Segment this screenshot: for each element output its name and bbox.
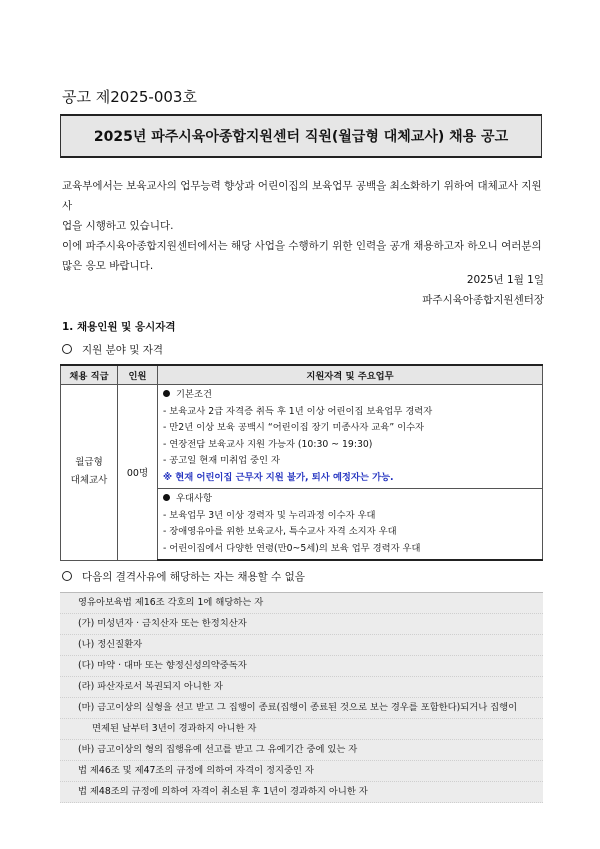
section2-heading: 다음의 결격사유에 해당하는 자는 채용할 수 없음 — [62, 569, 305, 584]
table-header-row — [61, 365, 543, 385]
eligibility-note: ※ 현재 어린이집 근무자 지원 불가, 퇴사 예정자는 가능. — [163, 471, 394, 483]
list-item: (마) 금고이상의 실형을 선고 받고 그 집행이 종료(집행이 종료된 것으로 보는 경우를 포함한다)되거나 집행이 — [60, 698, 543, 719]
intro-paragraph — [62, 176, 544, 276]
section1-heading: 1. 채용인원 및 응시자격 — [62, 321, 176, 333]
section1-subheading: 지원 분야 및 자격 — [62, 342, 163, 357]
bullet-icon — [163, 390, 170, 397]
list-item: - 연장전담 보육교사 지원 가능자 (10:30 ~ 19:30) — [163, 438, 373, 450]
notice-title-box — [60, 114, 542, 158]
basic-conditions-cell: 기본조건 - 보육교사 2급 자격증 취득 후 1년 이상 어린이집 보육업무 경력자 - 만2년 이상 보육 공백시 “어린이집 장기 미종사자 교육” 이수자 - 연장전담 보육교사 지원 가능자 (10:30 ~ 19:30) - 공고일 현재 미취업 중인 자 ※ 현재 어린이집 근무자 지원 불가, 퇴사 예정자는 가능. — [158, 385, 543, 489]
list-item: 법 제46조 및 제47조의 규정에 의하여 자격이 정지중인 자 — [60, 761, 543, 782]
list-item: - 어린이집에서 다양한 연령(만0~5세)의 보육 업무 경력자 우대 — [163, 542, 421, 554]
list-item: (바) 금고이상의 형의 집행유예 선고를 받고 그 유예기간 중에 있는 자 — [60, 740, 543, 761]
list-item: - 만2년 이상 보육 공백시 “어린이집 장기 미종사자 교육” 이수자 — [163, 422, 425, 433]
bullet-icon — [163, 494, 170, 501]
list-item: 면제된 날부터 3년이 경과하지 아니한 자 — [60, 719, 543, 740]
intro-line: 업을 시행하고 있습니다. — [62, 220, 174, 232]
notice-title: 2025년 파주시육아종합지원센터 직원(월급형 대체교사) 채용 공고 — [93, 129, 509, 145]
hollow-circle-icon — [62, 344, 72, 354]
issuer-name: 파주시육아종합지원센터장 — [422, 294, 544, 306]
list-item: (라) 파산자로서 복권되지 아니한 자 — [60, 677, 543, 698]
list-item: (나) 정신질환자 — [60, 635, 543, 656]
document-number: 공고 제2025-003호 — [62, 88, 197, 106]
list-item: - 보육업무 3년 이상 경력자 및 누리과정 이수자 우대 — [163, 509, 376, 521]
header-count: 인원 — [118, 365, 158, 385]
header-qualifications: 지원자격 및 주요업무 — [158, 365, 543, 385]
intro-line: 교육부에서는 보육교사의 업무능력 향상과 어린이집의 보육업무 공백을 최소화하기 위하여 대체교사 지원 사 — [62, 180, 542, 212]
list-item: - 장애영유아를 위한 보육교사, 특수교사 자격 소지자 우대 — [163, 526, 397, 537]
list-item: - 공고일 현재 미취업 중인 자 — [163, 455, 280, 466]
list-item: 법 제48조의 규정에 의하여 자격이 취소된 후 1년이 경과하지 아니한 자 — [60, 782, 543, 803]
list-item: (가) 미성년자 · 금치산자 또는 한정치산자 — [60, 614, 543, 635]
recruitment-table — [60, 364, 543, 561]
disqualification-list — [60, 592, 543, 803]
list-item: (다) 마약 · 대마 또는 향정신성의약중독자 — [60, 656, 543, 677]
header-position: 채용 직급 — [61, 365, 118, 385]
list-item: 영유아보육법 제16조 각호의 1에 해당하는 자 — [60, 593, 543, 614]
position-cell: 월급형 대체교사 — [61, 385, 118, 561]
preferences-cell: 우대사항 - 보육업무 3년 이상 경력자 및 누리과정 이수자 우대 - 장애영유아를 위한 보육교사, 특수교사 자격 소지자 우대 - 어린이집에서 다양한 연령(만0~5세)의 보육 업무 경력자 우대 — [158, 489, 543, 561]
intro-line: 많은 응모 바랍니다. — [62, 260, 154, 272]
signature-block — [422, 270, 544, 310]
list-item: - 보육교사 2급 자격증 취득 후 1년 이상 어린이집 보육업무 경력자 — [163, 405, 433, 417]
intro-line: 이에 파주시육아종합지원센터에서는 해당 사업을 수행하기 위한 인력을 공개 채용하고자 하오니 여러분의 — [62, 240, 542, 252]
hollow-circle-icon — [62, 571, 72, 581]
notice-date: 2025년 1월 1일 — [466, 274, 544, 286]
count-cell: 00명 — [118, 385, 158, 561]
table-row — [61, 385, 543, 489]
